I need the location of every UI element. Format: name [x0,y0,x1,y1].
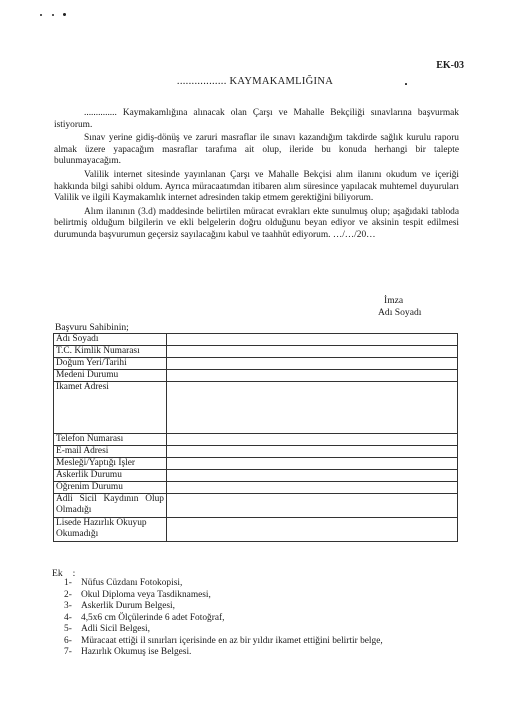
list-item [64,613,383,625]
list-item-text: Müracaat ettiği il sınırları içerisinde en az bir yıldır ikamet ettiğini belirtir belge, [81,635,383,646]
field-value[interactable] [167,382,458,434]
document-title: ................. KAYMAKAMLIĞINA [176,76,334,87]
table-row [54,446,458,458]
table-row [54,382,458,434]
table-row [54,494,458,518]
attachments-label: Ek [52,568,63,579]
table-row [54,518,458,542]
name-surname-label: Adı Soyadı [378,307,422,318]
field-label: Doğum Yeri/Tarihi [54,358,167,370]
field-label: Lisede Hazırlık Okuyup Okumadığı [54,518,167,542]
field-label: İkamet Adresi [54,382,167,434]
list-item [64,624,383,636]
list-item-text: 4,5x6 cm Ölçülerinde 6 adet Fotoğraf, [81,612,225,623]
list-item-number: 2- [64,589,72,600]
list-item-text: Adli Sicil Belgesi, [81,624,151,634]
paragraph: .............. Kaymakamlığına alınacak olan Çarşı ve Mahalle Bekçiliği sınavlarına başvurmak istiyorum. [54,108,459,130]
field-value[interactable] [167,434,458,446]
table-row [54,470,458,482]
form-code: EK-03 [436,60,464,71]
table-row [54,346,458,358]
field-label: Öğrenim Durumu [54,482,167,494]
list-item-text: Askerlik Durum Belgesi, [81,601,175,611]
list-item-number: 3- [64,601,72,611]
list-item-number: 4- [64,612,72,623]
applicant-info-table [53,333,458,542]
table-row [54,482,458,494]
table-row [54,334,458,346]
field-label: Medeni Durumu [54,370,167,382]
field-label: Mesleği/Yaptığı İşler [54,458,167,470]
field-label: Askerlik Durumu [54,470,167,482]
attachments-colon: : [72,568,76,579]
field-value[interactable] [167,446,458,458]
scan-speck [63,13,66,16]
list-item-number: 5- [64,624,72,634]
field-value[interactable] [167,458,458,470]
attachments-list [64,578,383,659]
table-row [54,458,458,470]
field-label: Adı Soyadı [54,334,167,346]
table-row [54,434,458,446]
list-item-number: 1- [64,578,72,588]
applicant-heading: Başvuru Sahibinin; [55,322,129,333]
list-item-text: Okul Diploma veya Tasdiknamesi, [81,589,211,600]
field-label: T.C. Kimlik Numarası [54,346,167,358]
field-label: E-mail Adresi [54,446,167,458]
field-label: Telefon Numarası [54,434,167,446]
paragraph: Valilik internet sitesinde yayınlanan Çarşı ve Mahalle Bekçisi alım ilanını okudum ve içeriği hakkında bilgi sahibi oldum. Ayrıca müracaatımdan itibaren alım süresince yapılacak muhtemel duyuruları Valilik ve ilgili Kaymakamlık internet adresinden takip etmem gerektiğini biliyorum. [54,169,459,204]
list-item-number: 7- [64,647,72,657]
list-item [64,578,383,590]
list-item [64,647,383,659]
list-item [64,590,383,602]
list-item [64,636,383,648]
field-value[interactable] [167,518,458,542]
field-value[interactable] [167,346,458,358]
scan-speck [40,14,42,16]
table-row [54,358,458,370]
table-row [54,370,458,382]
list-item-text: Nüfus Cüzdanı Fotokopisi, [81,578,183,588]
scan-speck [52,14,54,16]
signature-label: İmza [384,295,404,306]
list-item-number: 6- [64,635,72,646]
body-text [54,108,459,244]
signature-block [378,295,421,319]
field-value[interactable] [167,358,458,370]
paragraph: Sınav yerine gidiş-dönüş ve zaruri masraflar ile sınavı kazandığım takdirde sağlık kurulu raporu almak üzere yapacağım masraflar tarafıma ait olup, ileride bu konuda herhangi bir talepte bulunmayacağım. [54,133,459,167]
list-item-text: Hazırlık Okumuş ise Belgesi. [81,647,192,657]
field-value[interactable] [167,370,458,382]
field-label: Adli Sicil Kaydının Olup Olmadığı [54,494,167,518]
field-value[interactable] [167,334,458,346]
paragraph: Alım ilanının (3.d) maddesinde belirtilen müracat evrakları ekte sunulmuş olup; aşağıdaki tabloda belirtmiş olduğum bilgilerin ve ekli belgelerin doğru olduğunu beyan ediyor ve aksinin tespit edilmesi durumunda başvurumun geçersiz sayılacağını kabul ve taahhüt ediyorum. …/…/20… [54,206,459,240]
field-value[interactable] [167,482,458,494]
list-item [64,601,383,613]
field-value[interactable] [167,494,458,518]
field-value[interactable] [167,470,458,482]
